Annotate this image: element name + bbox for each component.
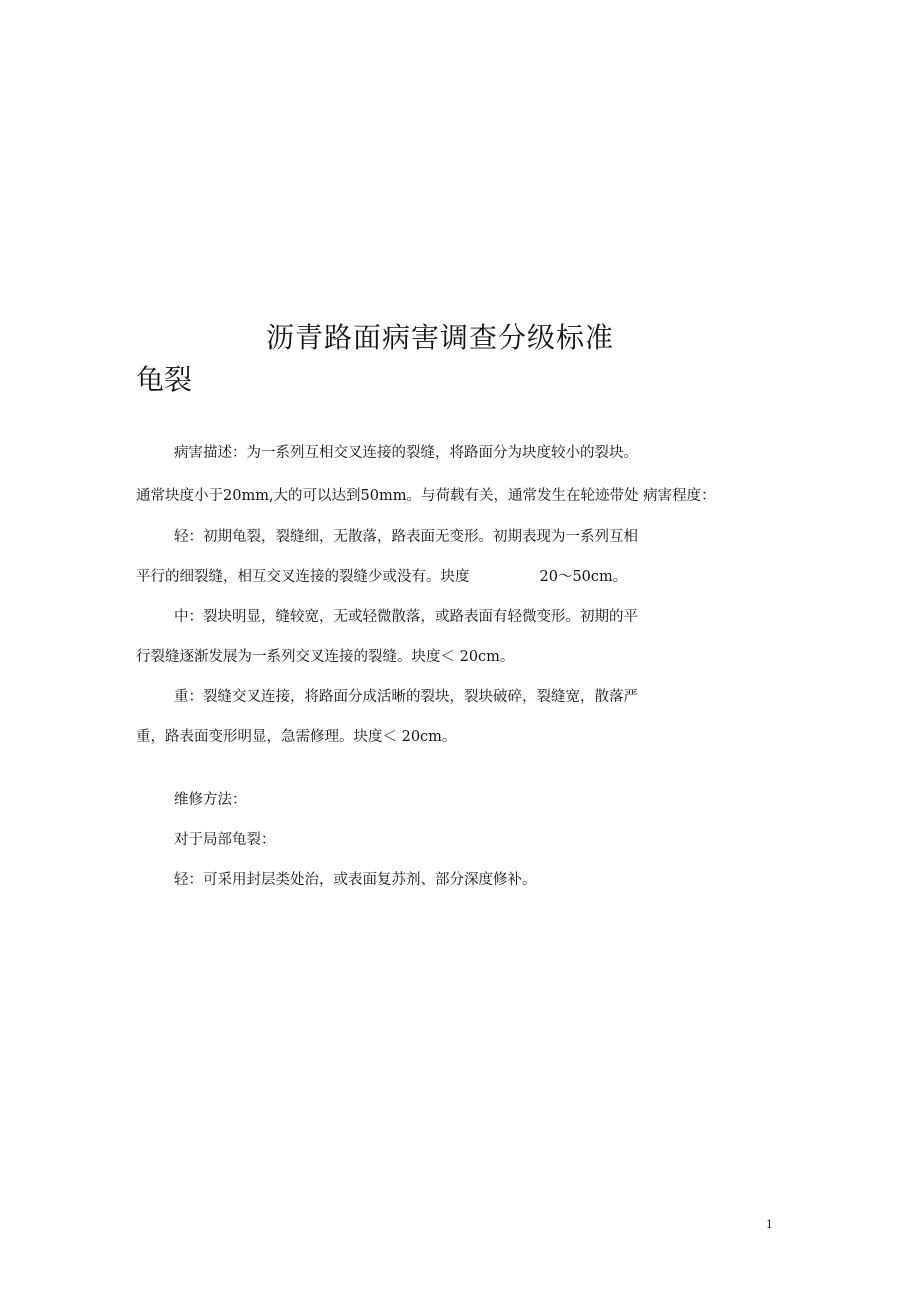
description-line-2: 通常块度小于20mm,大的可以达到50mm。与荷载有关，通常发生在轮迹带处 病害程度：	[136, 488, 716, 504]
document-title: 沥青路面病害调查分级标准	[265, 321, 614, 354]
repair-light-method: 轻：可采用封层类处治，或表面复苏剂、部分深度修补。	[174, 872, 537, 888]
heavy-severity-line-1: 重：裂缝交叉连接，将路面分成活晰的裂块，裂块破碎，裂缝宽，散落严	[174, 689, 638, 705]
local-cracking-label: 对于局部龟裂：	[174, 832, 276, 848]
light-severity-text: 平行的细裂缝，相互交叉连接的裂缝少或没有。块度	[136, 569, 470, 585]
repair-method-heading: 维修方法：	[174, 792, 247, 808]
section-heading: 龟裂	[136, 363, 193, 396]
heavy-severity-line-2: 重，路表面变形明显，急需修理。块度＜ 20cm。	[136, 729, 457, 745]
page-number: 1	[766, 1216, 773, 1231]
light-severity-block-size: 20～50cm。	[539, 569, 628, 585]
medium-severity-line-2: 行裂缝逐渐发展为一系列交叉连接的裂缝。块度＜ 20cm。	[136, 649, 515, 665]
light-severity-line-2	[136, 567, 627, 587]
medium-severity-line-1: 中：裂块明显，缝较宽，无或轻微散落，或路表面有轻微变形。初期的平	[174, 609, 638, 625]
description-line-1: 病害描述：为一系列互相交叉连接的裂缝，将路面分为块度较小的裂块。	[174, 445, 638, 461]
light-severity-line-1: 轻：初期龟裂，裂缝细，无散落，路表面无变形。初期表现为一系列互相	[174, 529, 638, 545]
